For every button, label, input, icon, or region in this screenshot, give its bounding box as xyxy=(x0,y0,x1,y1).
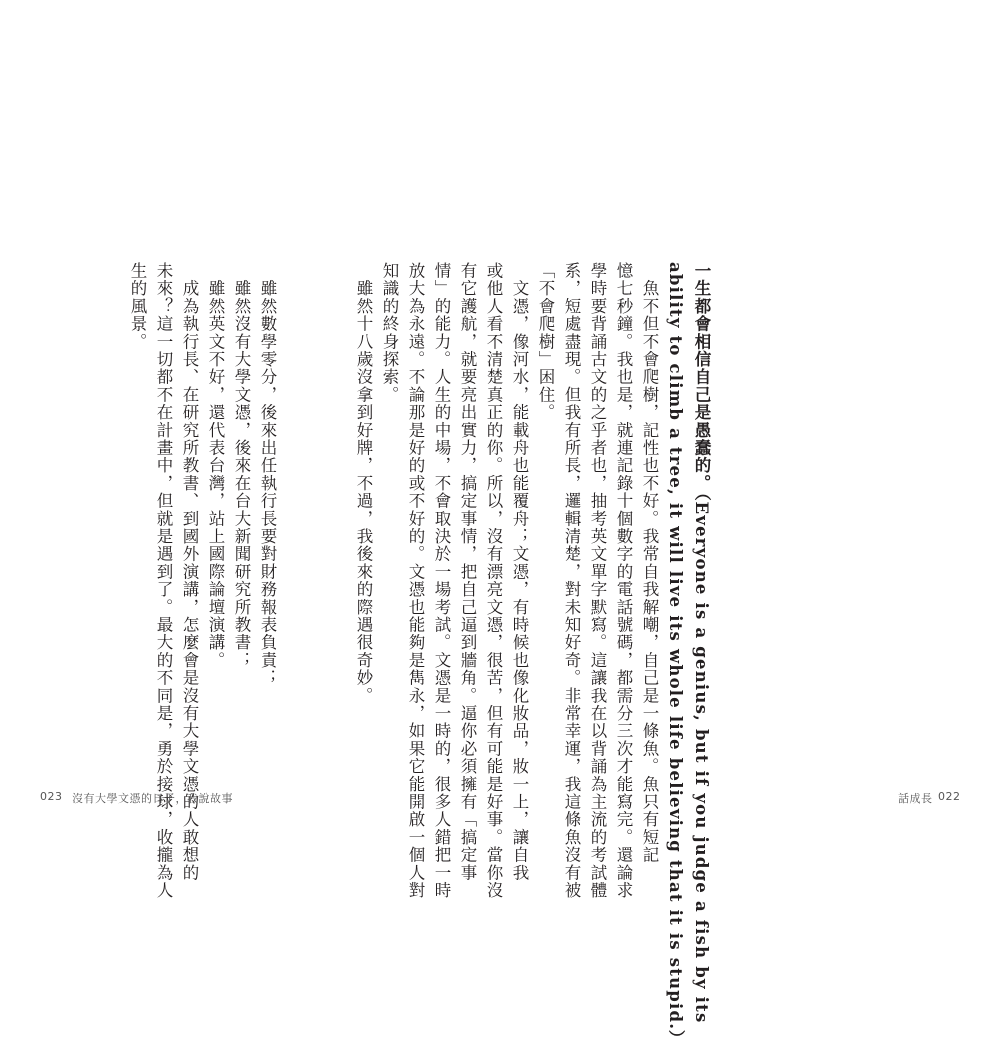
running-head-left: 沒有大學文憑的日子，我說故事 xyxy=(72,792,233,805)
text-column: 文憑，像河水，能載舟也能覆舟；文憑，有時候也像化妝品，妝一上，讓自我 xyxy=(510,262,529,882)
text-column: 「不會爬樹」困住。 xyxy=(536,262,555,422)
text-column: 未來？這一切都不在計畫中，但就是遇到了。最大的不同是，勇於接球，收攏為人 xyxy=(154,262,173,900)
text-column: ability to climb a tree, it will live its whole life believing that it is stupid.） xyxy=(666,262,685,1048)
text-column: 生的風景。 xyxy=(128,262,147,351)
text-column: 一生都會相信自己是愚蠢的。（Everyone is a genius, but if you judge a fish by its xyxy=(692,262,711,1024)
text-column: 情」的能力。人生的中場，不會取決於一場考試。文憑是一時的，很多人錯把一時 xyxy=(432,262,451,900)
page-number-left: 023 xyxy=(40,790,63,803)
text-column: 有它護航，就要亮出實力，搞定事情，把自己逼到牆角。逼你必須擁有「搞定事 xyxy=(458,262,477,882)
text-column: 學時要背誦古文的之乎者也，抽考英文單字默寫。這讓我在以背誦為主流的考試體 xyxy=(588,262,607,900)
text-column: 憶七秒鐘。我也是，就連記錄十個數字的電話號碼，都需分三次才能寫完。還論求 xyxy=(614,262,633,900)
text-column: 雖然十八歲沒拿到好牌，不過，我後來的際遇很奇妙。 xyxy=(354,262,373,705)
page-number-right: 022 xyxy=(938,790,961,803)
text-column: 或他人看不清楚真正的你。所以，沒有漂亮文憑，很苦，但有可能是好事。當你沒 xyxy=(484,262,503,900)
text-column: 雖然沒有大學文憑，後來在台大新聞研究所教書； xyxy=(232,262,251,670)
text-column: 魚不但不會爬樹，記性也不好。我常自我解嘲，自己是一條魚。魚只有短記 xyxy=(640,262,659,864)
text-column: 雖然數學零分，後來出任執行長要對財務報表負責； xyxy=(258,262,277,687)
text-column: 系，短處盡現。但我有所長，邏輯清楚，對未知好奇。非常幸運，我這條魚沒有被 xyxy=(562,262,581,900)
running-head-right: 話成長 xyxy=(898,792,933,805)
text-column: 知識的終身探索。 xyxy=(380,262,399,404)
text-column: 放大為永遠。不論那是好的或不好的。文憑也能夠是雋永，如果它能開啟一個人對 xyxy=(406,262,425,900)
text-column: 雖然英文不好，還代表台灣，站上國際論壇演講。 xyxy=(206,262,225,670)
text-column: 成為執行長、在研究所教書、到國外演講，怎麼會是沒有大學文憑的人敢想的 xyxy=(180,262,199,882)
